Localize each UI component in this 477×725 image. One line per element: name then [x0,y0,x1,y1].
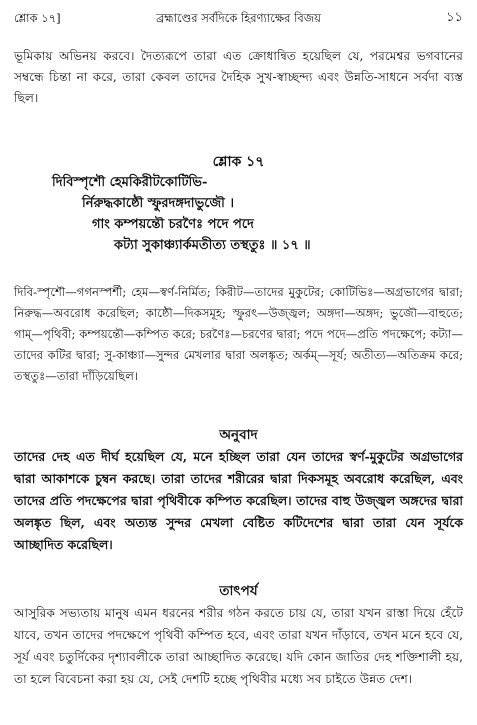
word-for-word-synonyms: দিবি-স্পৃশৌ—গগনস্পর্শী; হেম—স্বর্ণ-নির্মিত; কিরীট—তাদের মুকুটের; কোটিভিঃ—অগ্রভাগের দ্বারা; নিরুদ্ধ—অবরোধ করেছিল; কাষ্ঠৌ—দিকসমূহ; স্ফুরৎ—উজ্জ্বল; অঙ্গদা—অঙ্গদ; ভুজৌ—বাহুতে; গাম্—পৃথিবী; কম্পয়ন্তৌ—কম্পিত করে; চরণৈঃ—চরণের দ্বারা; পদে পদে—প্রতি পদক্ষেপে; কট্যা—তাদের কটির দ্বারা; সু-কাঞ্চ্যা—সুন্দর মেখলার দ্বারা অলঙ্কৃত; অর্কম্—সূর্য; অতীত্য—অতিক্রম করে; তস্থতুঃ—তারা দাঁড়িয়েছিল। [14,285,463,383]
header-verse-ref: শ্লোক ১৭] [14,11,61,25]
translation-text: তাদের দেহ এত দীর্ঘ হয়েছিল যে, মনে হচ্ছিল তারা যেন তাদের স্বর্ণ-মুকুটের অগ্রভাগের দ্বারা আকাশকে চুম্বন করছে। তারা তাদের শরীরের দ্বারা দিকসমূহ অবরোধ করেছিল, এবং তাদের প্রতি পদক্ষেপের দ্বারা পৃথিবীকে কম্পিত করেছিল। তাদের বাহু উজ্জ্বল অঙ্গদের দ্বারা অলঙ্কৃত ছিল, এবং অত্যন্ত সুন্দর মেখলা বেষ্টিত কটিদেশের দ্বারা তারা যেন সূর্যকে আচ্ছাদিত করেছিল। [14,449,463,552]
verse-line-2: র্নিরুদ্ধকাষ্ঠৌ স্ফুরদঙ্গদাভুজৌ । [82,196,235,211]
running-header [14,8,463,28]
verse-line-3: গাং কম্পয়ন্তৌ চরণৈঃ পদে পদে [92,217,254,232]
verse-heading: শ্লোক ১৭ [212,154,265,170]
verse-text [14,172,463,256]
intro-paragraph: ভূমিকায় অভিনয় করবে। দৈত্যরূপে তারা এত ক্রোধান্বিত হয়েছিল যে, পরমেশ্বর ভগবানের সম্বন্ধে চিন্তা না করে, তারা কেবল তাদের দৈহিক সুখ-স্বাচ্ছন্দ্য এবং উন্নতি-সাধনে সর্বদা ব্যস্ত ছিল। [14,49,463,105]
page-number: ১১ [446,10,463,25]
translation-heading: অনুবাদ [219,427,258,443]
header-chapter-title: ব্রহ্মাণ্ডের সর্বদিকে হিরণ্যাক্ষের বিজয় [156,11,321,25]
purport-heading: তাৎপর্য [219,583,258,599]
verse-line-4: কট্যা সুকাঞ্চ্যার্কমতীত্য তস্থতুঃ ॥ ১৭ ॥ [114,238,311,253]
purport-text: আসুরিক সভ্যতায় মানুষ এমন ধরনের শরীর গঠন করতে চায় যে, তারা যখন রাস্তা দিয়ে হেঁটে যাবে, তখন তাদের পদক্ষেপে পৃথিবী কম্পিত হবে, এবং তারা যখন দাঁড়াবে, তখন মনে হবে যে, সূর্য এবং চতুর্দিকের দৃশ্যাবলীকে তারা আচ্ছাদিত করেছে। যদি কোন জাতির দেহ শক্তিশালী হয়, তা হলে বিবেচনা করা হয় যে, সেই দেশটি হচ্ছে পৃথিবীর মধ্যে সব চাইতে উন্নত দেশ। [14,606,463,686]
verse-line-1: দিবিস্পৃশৌ হেমকিরীটকোটিভি- [52,175,208,190]
